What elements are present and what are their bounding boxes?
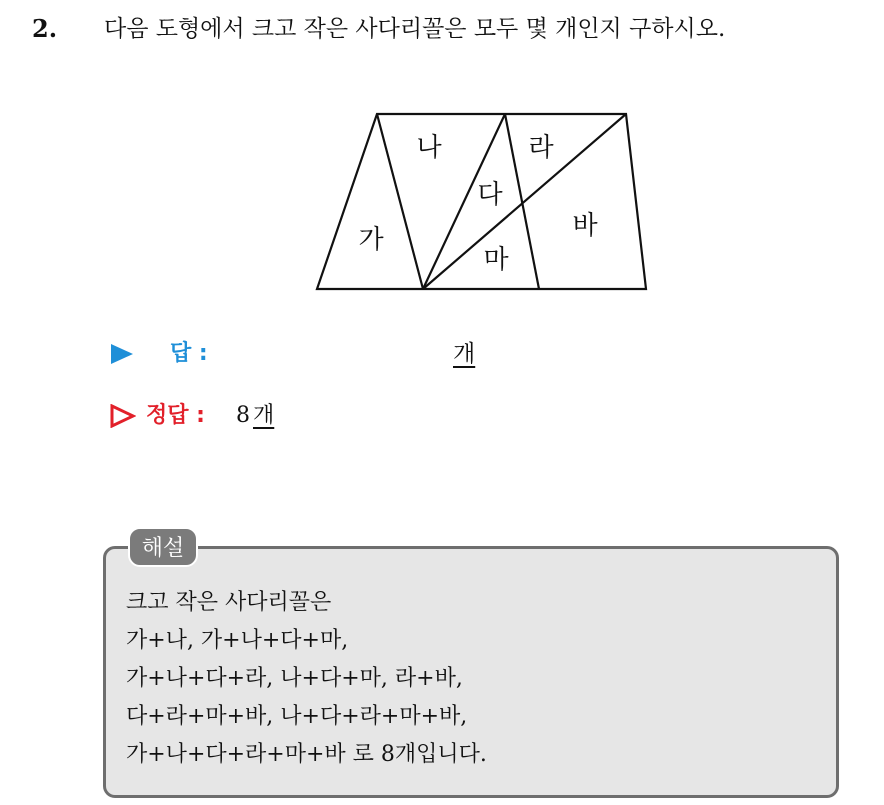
solution-line: 가+나+다+라, 나+다+마, 라+바, (126, 666, 463, 691)
region-label-na: 나 (416, 133, 442, 163)
correct-answer-value (236, 398, 274, 434)
region-label-ma: 마 (483, 245, 509, 275)
solution-line: 가+나, 가+나+다+마, (126, 628, 349, 653)
solution-line: 다+라+마+바, 나+다+라+마+바, (126, 704, 468, 729)
trapezoid-figure (0, 0, 884, 330)
question-text: 다음 도형에서 크고 작은 사다리꼴은 모두 몇 개인지 구하시오. (104, 16, 726, 42)
correct-answer-unit: 개 (253, 403, 275, 428)
solution-text (126, 584, 487, 774)
question-number: 2. (32, 14, 58, 43)
region-label-ga: 가 (358, 225, 384, 255)
correct-answer-number: 8 (236, 403, 250, 428)
solution-line: 크고 작은 사다리꼴은 (126, 590, 332, 615)
answer-input[interactable]: 개 (453, 341, 476, 367)
play-triangle-icon (110, 343, 134, 365)
correct-answer-row (110, 398, 510, 434)
answer-row (110, 336, 610, 372)
region-label-da: 다 (477, 180, 503, 210)
solution-line: 가+나+다+라+마+바 로 8개입니다. (126, 742, 487, 767)
segment-long-diagonal (423, 114, 626, 289)
outline-triangle-icon (110, 404, 136, 428)
region-label-ra: 라 (528, 133, 554, 163)
correct-answer-label: 정답 : (146, 403, 205, 428)
solution-tab: 해설 (128, 527, 198, 567)
region-label-ba: 바 (572, 211, 598, 241)
answer-label: 답 : (170, 341, 208, 366)
